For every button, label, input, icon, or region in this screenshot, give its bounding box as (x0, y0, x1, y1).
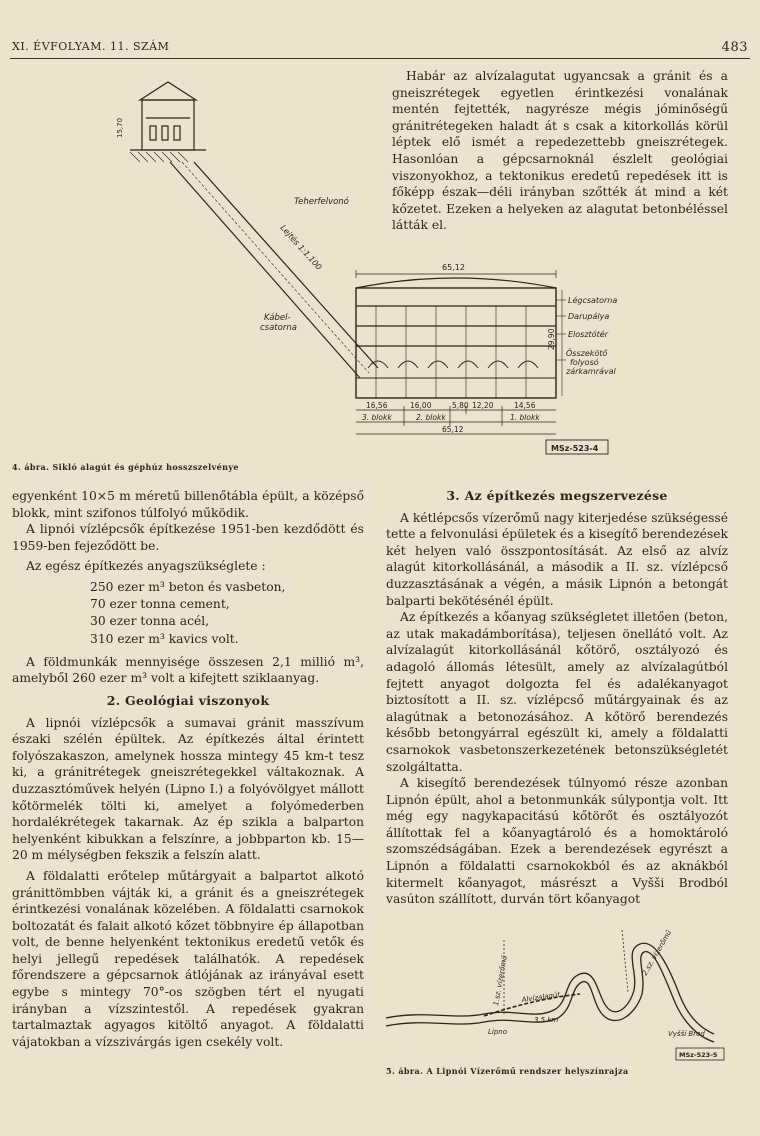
label-lipno: Lipno (488, 1028, 508, 1036)
dim-bottom: 65,12 (442, 425, 464, 434)
list-item: 250 ezer m³ beton és vasbeton, (90, 579, 286, 594)
dim-top: 65,12 (442, 263, 465, 272)
paragraph: Az építkezés a kőanyag szükségletet illetően (beton, az utak makadámborítása), teljesen önellátó volt. Az alvízalagút kitorkollásánál kőtörő, osztályozó és adagoló állomás létesült, amely az alvízalagútból fejtett anyagot dolgozta fel és adalékanyagot biztosított a II. sz. vízlépcső műtárgyainak és az alagútnak a betonozásához. A kőtörő berendezés később betongyárral egészült ki, amely a földalatti csarnokok vasbetonszerkezetének betonszükségletét szolgáltatta. (386, 610, 728, 774)
label-darupalya: Darupálya (568, 312, 610, 321)
paragraph: A kétlépcsős vízerőmű nagy kiterjedése szükségessé tette a felvonulási épületek és a kisegítő berendezések két helyen való összpontosítását. Az első az alvíz alagút kitorkollásánál, a második a II. sz. vízlépcső duzzasztásának a végén, a másik Lipnón a betongát balparti bekötésénél épült. (386, 510, 728, 608)
label-osszekoto-3: zárkamrával (566, 367, 616, 376)
label-vyssi-brod: Vyšší Brod (668, 1030, 705, 1038)
figure-4-section-drawing (110, 78, 620, 463)
section-heading-3: 3. Az építkezés megszervezése (446, 488, 668, 503)
section-heading-2: 2. Geológiai viszonyok (106, 692, 270, 708)
figure-4-ref: MSz-523-4 (551, 444, 599, 453)
left-column (12, 488, 364, 1050)
incline-tunnel-lower (194, 162, 378, 368)
paragraph: A lipnói vízlépcsők a sumavai gránit masszívum északi szélén épültek. Az építkezés által érintett folyószakaszon, amelynek hossza mintegy 45 km-t tesz ki, a gránitrétegek gneiszrétegekkel váltakoznak. A duzzasztóművek helyén (Lipno I.) a folyóvölgyet mállott kőtörmelék tölti ki, amelyet a folyómederben hordalékrétegek takarnak. Az ép szikla a balparton helyenként kibukkan a felszínre, a jobbparton kb. 15—20 m mélységben fekszik a felszín alatt. (12, 715, 364, 863)
paragraph: A földmunkák mennyisége összesen 2,1 millió m³, amelyből 260 ezer m³ volt a kifejtett sziklaanyag. (12, 654, 364, 686)
label-legcsatorna: Légcsatorna (568, 296, 618, 305)
label-elosztoter: Elosztótér (568, 330, 608, 339)
label-kabel-2: csatorna (260, 323, 297, 333)
dim-height: 29,90 (547, 328, 556, 350)
paragraph: egyenként 10×5 m méretű billenőtábla épült, a középső blokk, mint szifonos túlfolyó működik. (12, 489, 364, 520)
label-blokk-1: 1. blokk (510, 413, 540, 422)
paragraph: Habár az alvízalagutat ugyancsak a gránit és a gneiszrétegek egyetlen érintkezési vonalának mentén fejtették, nagyrésze mégis jóminőségű gránitrétegeken haladt át s csak a kitorkollás körül léptek elő ismét a repedezettebb gneiszrétegek. Hasonlóan a gépcsarnoknál észlelt geológiai viszonyokhoz, a tektonikus eredetű repedések itt is főképp észak—déli irányban szőtték át mind a két kőzetet. Ezeken a helyeken az alagutat betonbéléssel látták el. (392, 69, 728, 233)
label-2sz-vizeromu: 2.sz. vízerőmű (640, 928, 674, 977)
dim-house: 15,70 (116, 117, 124, 138)
label-lejtes: Lejtés 1:1,100 (278, 223, 324, 272)
dim-d: 12,20 (472, 401, 494, 410)
figure-5-site-map (384, 910, 728, 1062)
incline-tunnel-upper (170, 162, 360, 378)
dim-e: 14,56 (514, 401, 536, 410)
list-item: 30 ezer tonna acél, (90, 614, 210, 629)
dim-a: 16,56 (366, 401, 388, 410)
dim-b: 16,00 (410, 401, 432, 410)
page-number: 483 (721, 40, 748, 55)
dim-c: 5,80 (452, 401, 469, 410)
figure-4-caption: 4. ábra. Sikló alagút és géphúz hosszszelvénye (12, 462, 239, 472)
figure-5-ref: MSz-523-5 (679, 1051, 718, 1059)
right-column (386, 488, 728, 908)
header-rule (10, 58, 750, 59)
tower-roof (140, 82, 196, 100)
label-osszekoto-2: folyosó (570, 358, 599, 367)
label-osszekoto-1: Összekötő (566, 349, 608, 358)
label-blokk-3: 3. blokk (362, 413, 392, 422)
paragraph: A kisegítő berendezések túlnyomó része azonban Lipnón épült, ahol a betonmunkák súlypontja volt. Itt még egy nagykapacitású kőtörőt és osztályozót állítottak fel a kőanyagtároló és a homoktároló szomszédságában. Ezek a berendezések egyrészt a Lipnón a földalatti csarnokokból és az aknákból kitermelt kőanyagot, másrészt a Vyšši Brodból vasúton szállított, durván tört kőanyagot (386, 776, 728, 907)
label-kabel-1: Kábel- (264, 313, 291, 323)
label-distance: 3,5 km (534, 1016, 559, 1024)
figure-5-caption: 5. ábra. A Lipnói Vízerőmű rendszer helyszínrajza (386, 1066, 629, 1076)
list-item: 310 ezer m³ kavics volt. (90, 631, 239, 646)
paragraph: A földalatti erőtelep műtárgyait a balpartot alkotó gránittömbben vájták ki, a gránit és a gneiszrétegek érintkezési vonalának közelében. A földalatti csarnokok boltozatát és falait alkotó kőzet többnyire ép állapotban volt, de benne helyenként tektonikus eredetű vetők és helyi jellegű repedések találhatók. A repedések főrendszere a gépcsarnok átlójának az irányával esett egybe s mintegy 70°-os szögben tért el nyugati irányban a vízszintestől. A repedések gyakran tartalmaztak agyagos kitöltő anyagot. A földalatti vájatokban a vízszivárgás igen csekély volt. (12, 868, 364, 1049)
paragraph: A lipnói vízlépcsők építkezése 1951-ben kezdődött és 1959-ben fejeződött be. (12, 522, 364, 553)
label-alvizalagut: Alvízalagút (521, 990, 561, 1004)
tower-house (142, 100, 194, 150)
list-item: 70 ezer tonna cement, (90, 597, 230, 612)
paragraph: Az egész építkezés anyagszükséglete : (26, 559, 266, 574)
label-teherfelvono: Teherfelvonó (294, 197, 349, 207)
label-blokk-2: 2. blokk (416, 413, 446, 422)
label-1sz-vizeromu: 1.sz. vízerőmű (492, 954, 509, 1007)
journal-header: XI. ÉVFOLYAM. 11. SZÁM (12, 40, 170, 53)
materials-list (12, 579, 364, 648)
